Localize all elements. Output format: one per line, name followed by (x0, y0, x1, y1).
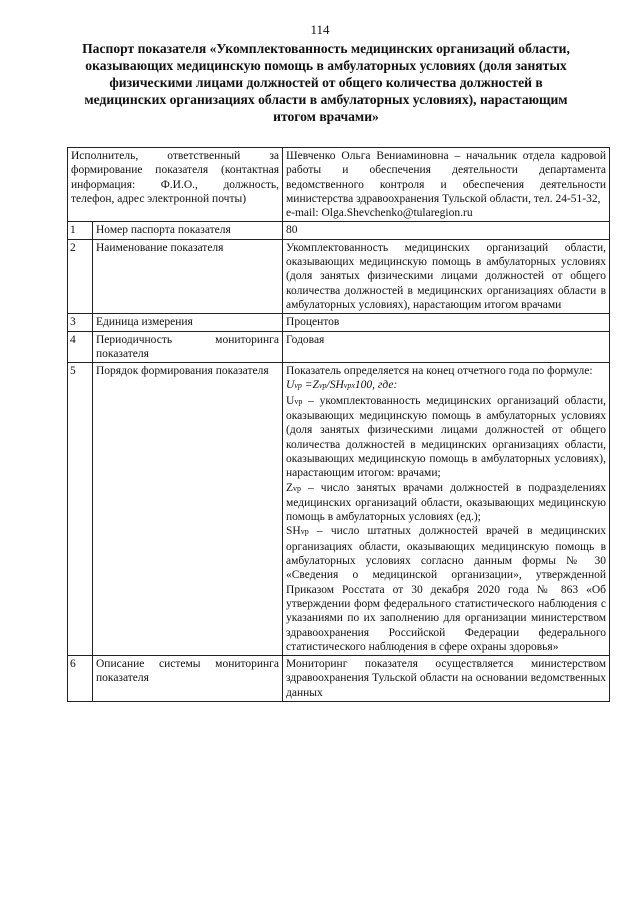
formula-sh: SH (329, 379, 344, 392)
definition-u (286, 394, 606, 481)
executor-email: e-mail: Olga.Shevchenko@tularegion.ru (286, 207, 473, 220)
definition-z-text: – число занятых врачами должностей в подразделениях медицинских организаций области, оказывающих медицинскую помощь в амбулаторных условиях (ед.); (286, 481, 607, 524)
executor-label-text: Исполнитель, ответственный за формирование показателя (контактная информация: Ф.И.О., должность, телефон, адрес электронной почты) (71, 150, 280, 205)
table-row (68, 363, 610, 656)
definition-u-text: – укомплектованность медицинских организаций области, оказывающих медицинскую помощь в амбулаторных условиях (доля занятых физическими лицами должностей от общего количества должностей в медицинских организациях области, оказывающих медицинскую помощь в амбулаторных условиях), нарастающим итогом: врачами; (286, 394, 607, 480)
term-sh-sub: vp (300, 527, 309, 537)
definition-sh (286, 524, 606, 654)
term-z: Z (286, 481, 294, 494)
formula-z: Z (312, 379, 319, 392)
executor-label (68, 148, 283, 222)
term-z-sub: vp (293, 483, 302, 493)
row-number: 4 (68, 331, 93, 363)
definition-z (286, 481, 606, 525)
formula-slash: / (326, 379, 330, 392)
row-value: 80 (283, 222, 610, 239)
row-label: Описание системы мониторинга показателя (93, 656, 283, 702)
table-row (68, 222, 610, 239)
definition-sh-text: – число штатных должностей врачей в медицинских организациях области, оказывающих медицинскую помощь в амбулаторных условиях согласно данным формы № 30 «Сведения о медицинской организации», утвержденной Приказом Росстата от 30 декабря 2020 года № 863 «Об утверждении форм федерального статистического наблюдения с указаниями по их заполнению для организации министерством здравоохранения Российской Федерации федерального статистического наблюдения в сфере охраны здоровья» (286, 525, 607, 653)
row-number: 6 (68, 656, 93, 702)
row-label: Наименование показателя (93, 239, 283, 313)
formula-u-sub: vp (294, 381, 302, 391)
formula-sh-sub: vp (343, 381, 352, 391)
table-row (68, 314, 610, 331)
formula-u: U (286, 379, 295, 392)
row-number: 1 (68, 222, 93, 239)
row-value: Процентов (283, 314, 610, 331)
table-row-executor (68, 148, 610, 222)
row-label: Единица измерения (93, 314, 283, 331)
row-label: Номер паспорта показателя (93, 222, 283, 239)
formula-intro: Показатель определяется на конец отчетного года по формуле: (286, 365, 593, 378)
term-sh: SH (286, 525, 301, 538)
formula-x: х (351, 381, 355, 391)
formula-z-sub: vp (318, 381, 327, 391)
row-number: 3 (68, 314, 93, 331)
term-u: U (286, 394, 295, 407)
row-value: Годовая (283, 331, 610, 363)
row-value: Мониторинг показателя осуществляется министерством здравоохранения Тульской области на основании ведомственных данных (283, 656, 610, 702)
table-row (68, 656, 610, 702)
formula-eq: = (301, 379, 313, 392)
row-label: Порядок формирования показателя (93, 363, 283, 656)
row-value: Укомплектованность медицинских организаций области, оказывающих медицинскую помощь в амбулаторных условиях (доля занятых физическими лицами должностей от общего количества должностей в медицинских организациях области в амбулаторных условиях), нарастающим итогом врачами (283, 239, 610, 313)
formula (286, 378, 606, 393)
row-label: Периодичность мониторинга показателя (93, 331, 283, 363)
indicator-passport-table (67, 147, 610, 702)
row-number: 5 (68, 363, 93, 656)
page-number: 114 (310, 22, 330, 37)
executor-value-text: Шевченко Ольга Вениаминовна – начальник отдела кадровой работы и обеспечения деятельности департамента ведомственного контроля и обеспечения деятельности министерства здравоохранения Тульской области, тел. 24-51-32, (286, 150, 607, 205)
document-title: Паспорт показателя «Укомплектованность медицинских организаций области, оказывающих медицинскую помощь в амбулаторных условиях (доля занятых физическими лицами должностей от общего количества должностей в медицинских организациях области в амбулаторных условиях), нарастающим итогом врачами» (82, 41, 570, 124)
row-value (283, 363, 610, 656)
executor-value (283, 148, 610, 222)
table-row (68, 331, 610, 363)
formula-tail: 100, где: (354, 379, 398, 392)
table-row (68, 239, 610, 313)
term-u-sub: vp (294, 396, 303, 406)
row-number: 2 (68, 239, 93, 313)
